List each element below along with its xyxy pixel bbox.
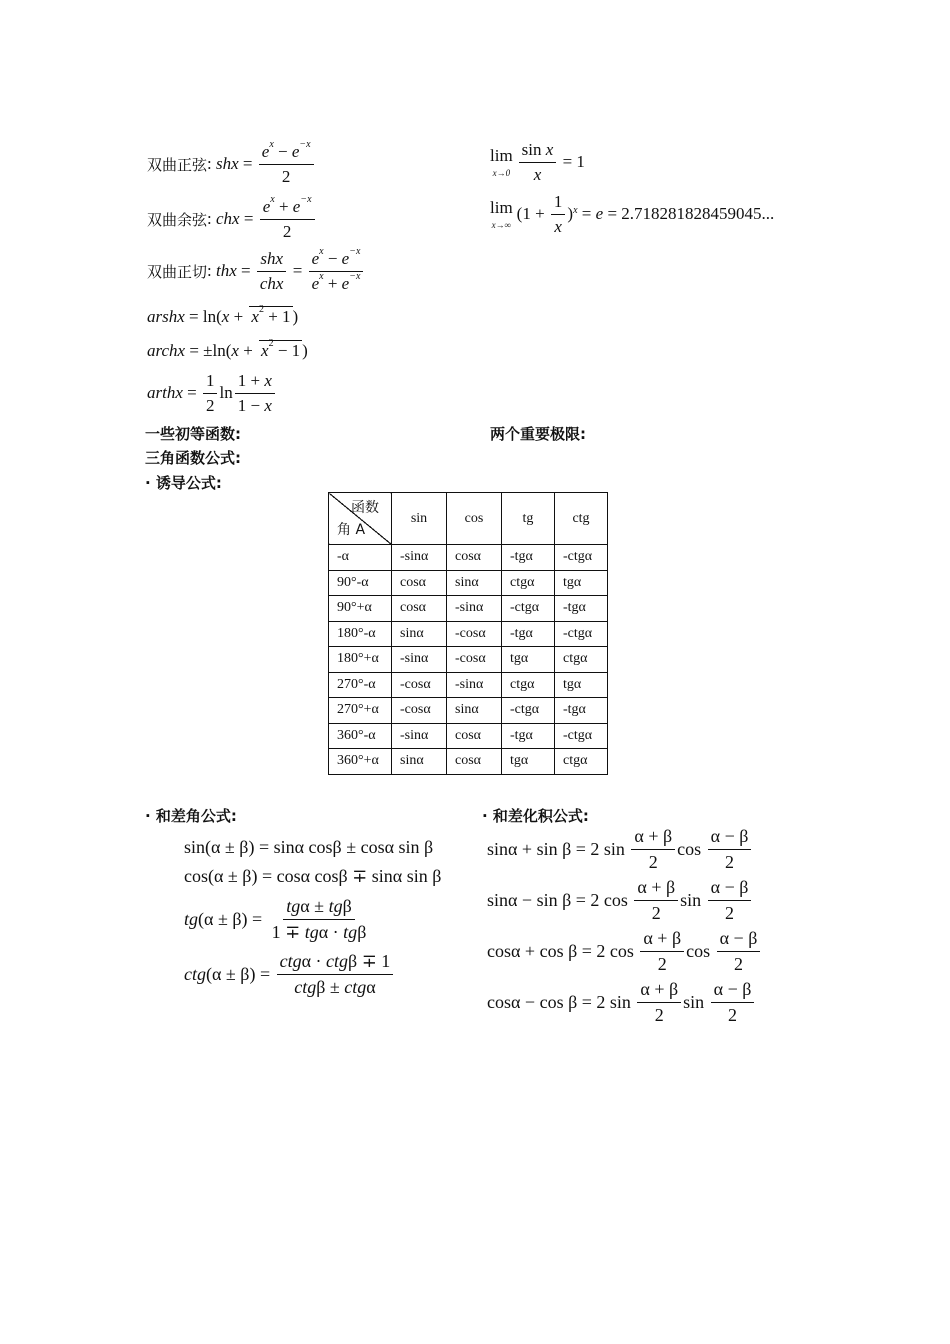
table-cell: -sinα — [447, 596, 502, 622]
fraction: $\frac{e^x - e^{-x}}{2}$ — [259, 142, 314, 186]
table-cell: sinα — [392, 621, 447, 647]
table-cell: 90°-α — [329, 570, 392, 596]
formula-sh: 双曲正弦 : shx = $\frac{e^x - e^{-x}}{2}$ — [147, 142, 316, 186]
formula-sin-plus-sin: sinα + sin β = 2 sin $\frac{\alpha + \beta}{2}$ cos $\frac{\alpha - \beta}{2}$ — [487, 826, 753, 872]
table-cell: 180°-α — [329, 621, 392, 647]
table-cell: tgα — [502, 647, 555, 673]
table-cell: ctgα — [555, 749, 608, 775]
corner-top-label: 函数 — [351, 500, 379, 516]
fraction: $\frac{\alpha - \beta}{2}$ — [708, 826, 752, 872]
lim-word: lim — [490, 146, 513, 166]
fraction: $\frac{\alpha + \beta}{2}$ — [637, 979, 681, 1025]
table-cell: -ctgα — [555, 723, 608, 749]
fraction: $\frac{\text{tgα ± tgβ}}{\text{1 ∓ tgα · tgβ}}$ — [271, 896, 367, 942]
heading-important-limits: 两个重要极限: — [490, 425, 586, 443]
corner-cell — [329, 493, 392, 545]
table-row — [329, 545, 608, 571]
fraction: $\frac{1}{x}$ — [551, 192, 566, 236]
table-cell: -cosα — [392, 698, 447, 724]
table-cell: cosα — [447, 545, 502, 571]
table-cell: -sinα — [392, 723, 447, 749]
fraction: $\frac{\text{sin x}}{x}$ — [519, 140, 557, 184]
table-cell: 360°+α — [329, 749, 392, 775]
table-cell: cosα — [392, 596, 447, 622]
formula-ch: 双曲余弦 : chx = $\frac{e^x + e^{-x}}{2}$ — [147, 197, 317, 241]
corner-bottom-label: 角 A — [337, 522, 366, 538]
table-cell: cosα — [447, 723, 502, 749]
e-value: 2.718281828459045... — [621, 204, 775, 224]
th-label: 双曲正切 — [147, 262, 208, 281]
formula-th: 双曲正切 : thx = $\frac{\text{shx}}{\text{chx}}$ = $\frac{e^x - e^{-x}}{e^x + e^{-x}}$ — [147, 249, 365, 293]
table-cell: -tgα — [555, 698, 608, 724]
table-cell: tgα — [502, 749, 555, 775]
formula-cos-plus-cos: cosα + cos β = 2 cos $\frac{\alpha + \beta}{2}$ cos $\frac{\alpha - \beta}{2}$ — [487, 928, 762, 974]
fraction: $\frac{1 + x}{1 - x}$ — [235, 371, 275, 415]
heading-sum-diff-angle: · 和差角公式: — [145, 807, 237, 825]
table-row — [329, 723, 608, 749]
table-cell: ctgα — [555, 647, 608, 673]
table-cell: 270°+α — [329, 698, 392, 724]
formula-cos-sum: cos(α ± β) = cosα cosβ ∓ sinα sin β — [184, 866, 442, 886]
table-cell: -tgα — [502, 723, 555, 749]
table-cell: -ctgα — [555, 621, 608, 647]
table-cell: -ctgα — [502, 698, 555, 724]
table-cell: tgα — [555, 672, 608, 698]
ch-label: 双曲余弦 — [147, 210, 208, 229]
formula-arsh: arshx = ln( x + $x^2 + 1$ ) — [147, 304, 299, 326]
table-cell: -cosα — [447, 621, 502, 647]
table-row — [329, 596, 608, 622]
table-cell: 180°+α — [329, 647, 392, 673]
limit-e: lim x→∞ (1 + $\frac{1}{x}$ ) $^x$ = e = 2.718281828459045... — [490, 192, 775, 236]
fraction: $\frac{\alpha + \beta}{2}$ — [634, 877, 678, 923]
column-header: ctg — [555, 493, 608, 545]
table-cell: ctgα — [502, 570, 555, 596]
table-cell: 90°+α — [329, 596, 392, 622]
table-row — [329, 672, 608, 698]
fraction: $\frac{\alpha - \beta}{2}$ — [717, 928, 761, 974]
formula-sin-minus-sin: sinα − sin β = 2 cos $\frac{\alpha + \beta}{2}$ sin $\frac{\alpha - \beta}{2}$ — [487, 877, 753, 923]
table-cell: -cosα — [447, 647, 502, 673]
sh-label: 双曲正弦 — [147, 155, 208, 174]
table-cell: tgα — [555, 570, 608, 596]
formula-arth: arthx = $\frac{1}{2}$ ln $\frac{1 + x}{1 - x}$ — [147, 371, 277, 415]
fraction: $\frac{\text{shx}}{\text{chx}}$ — [257, 249, 287, 293]
table-cell: -sinα — [392, 545, 447, 571]
table-row — [329, 749, 608, 775]
formula-ctg-sum: ctg (α ± β) = $\frac{\text{ctgα · ctgβ ∓ 1}}{\text{ctgβ ± ctgα}}$ — [184, 951, 395, 997]
table-header-row — [329, 493, 608, 545]
lim2-subscript: x→∞ — [491, 220, 512, 231]
lim1-subscript: x→0 — [492, 168, 511, 179]
fraction: $\frac{\alpha - \beta}{2}$ — [708, 877, 752, 923]
heading-induction: · 诱导公式: — [145, 474, 222, 492]
fraction: $\frac{1}{2}$ — [203, 371, 218, 415]
fraction: $\frac{e^x + e^{-x}}{2}$ — [260, 197, 315, 241]
fraction: $\frac{e^x - e^{-x}}{e^x + e^{-x}}$ — [309, 249, 364, 293]
table-cell: cosα — [447, 749, 502, 775]
table-cell: -ctgα — [502, 596, 555, 622]
heading-elementary: 一些初等函数: — [145, 425, 241, 443]
formula-tg-sum: tg (α ± β) = $\frac{\text{tgα ± tgβ}}{\text{1 ∓ tgα · tgβ}}$ — [184, 896, 371, 942]
fraction: $\frac{\text{ctgα · ctgβ ∓ 1}}{\text{ctgβ ± ctgα}}$ — [277, 951, 394, 997]
table-row — [329, 621, 608, 647]
fraction: $\frac{\alpha + \beta}{2}$ — [631, 826, 675, 872]
table-cell: ctgα — [502, 672, 555, 698]
heading-sum-to-product: · 和差化积公式: — [482, 807, 589, 825]
column-header: sin — [392, 493, 447, 545]
fraction: $\frac{\alpha - \beta}{2}$ — [711, 979, 755, 1025]
table-cell: -ctgα — [555, 545, 608, 571]
formula-cos-minus-cos: cosα − cos β = 2 sin $\frac{\alpha + \beta}{2}$ sin $\frac{\alpha - \beta}{2}$ — [487, 979, 756, 1025]
table-cell: 270°-α — [329, 672, 392, 698]
fraction: $\frac{\alpha + \beta}{2}$ — [640, 928, 684, 974]
table-row — [329, 698, 608, 724]
heading-trig: 三角函数公式: — [145, 449, 241, 467]
table-cell: -tgα — [555, 596, 608, 622]
formula-sin-sum: sin(α ± β) = sinα cosβ ± cosα sin β — [184, 837, 434, 857]
column-header: tg — [502, 493, 555, 545]
table-row — [329, 647, 608, 673]
limit-sin: lim x→0 $\frac{\text{sin x}}{x}$ = 1 — [490, 140, 585, 184]
table-cell: -α — [329, 545, 392, 571]
table-cell: -tgα — [502, 621, 555, 647]
table-row — [329, 570, 608, 596]
table-cell: sinα — [392, 749, 447, 775]
table-cell: sinα — [447, 698, 502, 724]
table-cell: -cosα — [392, 672, 447, 698]
table-cell: -sinα — [392, 647, 447, 673]
table-cell: sinα — [447, 570, 502, 596]
formula-arch: archx = ±ln( x + $x^2 - 1$ ) — [147, 338, 308, 360]
induction-table — [328, 492, 608, 775]
table-cell: -sinα — [447, 672, 502, 698]
table-cell: -tgα — [502, 545, 555, 571]
table-cell: 360°-α — [329, 723, 392, 749]
table-cell: cosα — [392, 570, 447, 596]
column-header: cos — [447, 493, 502, 545]
lim-word: lim — [490, 198, 513, 218]
